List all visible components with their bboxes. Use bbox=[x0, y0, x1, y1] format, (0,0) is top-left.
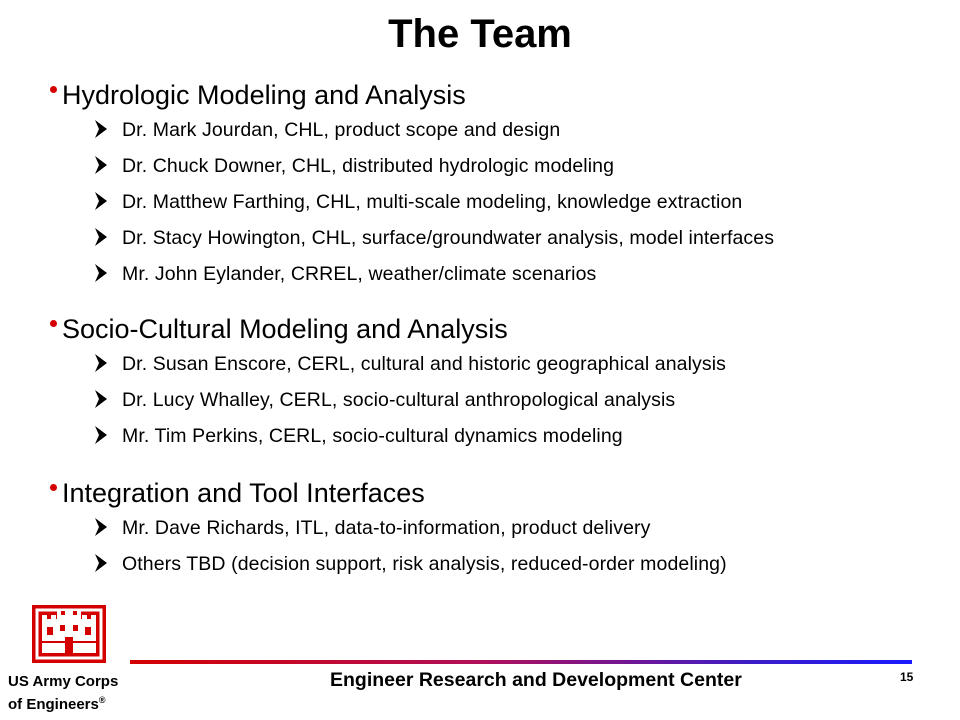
section-item-list bbox=[50, 352, 930, 460]
list-item bbox=[50, 516, 930, 552]
page-number: 15 bbox=[900, 670, 914, 684]
list-item-text: Mr. Dave Richards, ITL, data-to-information, product delivery bbox=[122, 517, 651, 539]
org-name-line2-text: of Engineers bbox=[8, 696, 99, 713]
footer-center-name: Engineer Research and Development Center bbox=[330, 669, 742, 691]
list-item-text: Mr. John Eylander, CRREL, weather/climate scenarios bbox=[122, 263, 597, 285]
list-item-text: Dr. Chuck Downer, CHL, distributed hydrologic modeling bbox=[122, 155, 615, 177]
section-heading: Hydrologic Modeling and Analysis bbox=[62, 80, 466, 110]
arrowhead-bullet-icon bbox=[94, 553, 108, 573]
section-heading-row bbox=[50, 312, 930, 352]
arrowhead-bullet-icon bbox=[94, 191, 108, 211]
arrowhead-bullet-icon bbox=[94, 119, 108, 139]
arrowhead-bullet-icon bbox=[94, 389, 108, 409]
section-heading-row bbox=[50, 78, 930, 118]
org-name-line1: US Army Corps bbox=[8, 673, 119, 690]
red-dot-bullet-icon bbox=[50, 484, 57, 491]
list-item bbox=[50, 118, 930, 154]
section-hydrologic bbox=[50, 78, 930, 298]
list-item-text: Others TBD (decision support, risk analysis, reduced-order modeling) bbox=[122, 553, 727, 575]
arrowhead-bullet-icon bbox=[94, 263, 108, 283]
section-integration bbox=[50, 476, 930, 588]
list-item bbox=[50, 262, 930, 298]
list-item-text: Dr. Matthew Farthing, CHL, multi-scale modeling, knowledge extraction bbox=[122, 191, 743, 213]
red-dot-bullet-icon bbox=[50, 320, 57, 327]
list-item bbox=[50, 552, 930, 588]
section-heading: Socio-Cultural Modeling and Analysis bbox=[62, 314, 508, 344]
org-name-line2 bbox=[8, 691, 118, 714]
list-item bbox=[50, 352, 930, 388]
section-socio-cultural bbox=[50, 312, 930, 460]
list-item-text: Dr. Lucy Whalley, CERL, socio-cultural anthropological analysis bbox=[122, 389, 676, 411]
list-item bbox=[50, 388, 930, 424]
arrowhead-bullet-icon bbox=[94, 517, 108, 537]
red-dot-bullet-icon bbox=[50, 86, 57, 93]
list-item bbox=[50, 424, 930, 460]
list-item-text: Dr. Stacy Howington, CHL, surface/groundwater analysis, model interfaces bbox=[122, 227, 775, 249]
org-name bbox=[8, 672, 118, 714]
list-item bbox=[50, 154, 930, 190]
list-item-text: Mr. Tim Perkins, CERL, socio-cultural dynamics modeling bbox=[122, 425, 623, 447]
arrowhead-bullet-icon bbox=[94, 155, 108, 175]
section-item-list bbox=[50, 118, 930, 298]
section-heading-row bbox=[50, 476, 930, 516]
list-item bbox=[50, 190, 930, 226]
arrowhead-bullet-icon bbox=[94, 353, 108, 373]
section-item-list bbox=[50, 516, 930, 588]
arrowhead-bullet-icon bbox=[94, 425, 108, 445]
list-item-text: Dr. Mark Jourdan, CHL, product scope and design bbox=[122, 119, 561, 141]
section-heading: Integration and Tool Interfaces bbox=[62, 478, 425, 508]
slide-title: The Team bbox=[388, 12, 572, 56]
list-item-text: Dr. Susan Enscore, CERL, cultural and historic geographical analysis bbox=[122, 353, 727, 375]
usace-castle-logo-icon bbox=[32, 605, 106, 663]
footer-divider bbox=[130, 660, 912, 664]
registered-mark: ® bbox=[98, 695, 106, 705]
list-item bbox=[50, 226, 930, 262]
arrowhead-bullet-icon bbox=[94, 227, 108, 247]
